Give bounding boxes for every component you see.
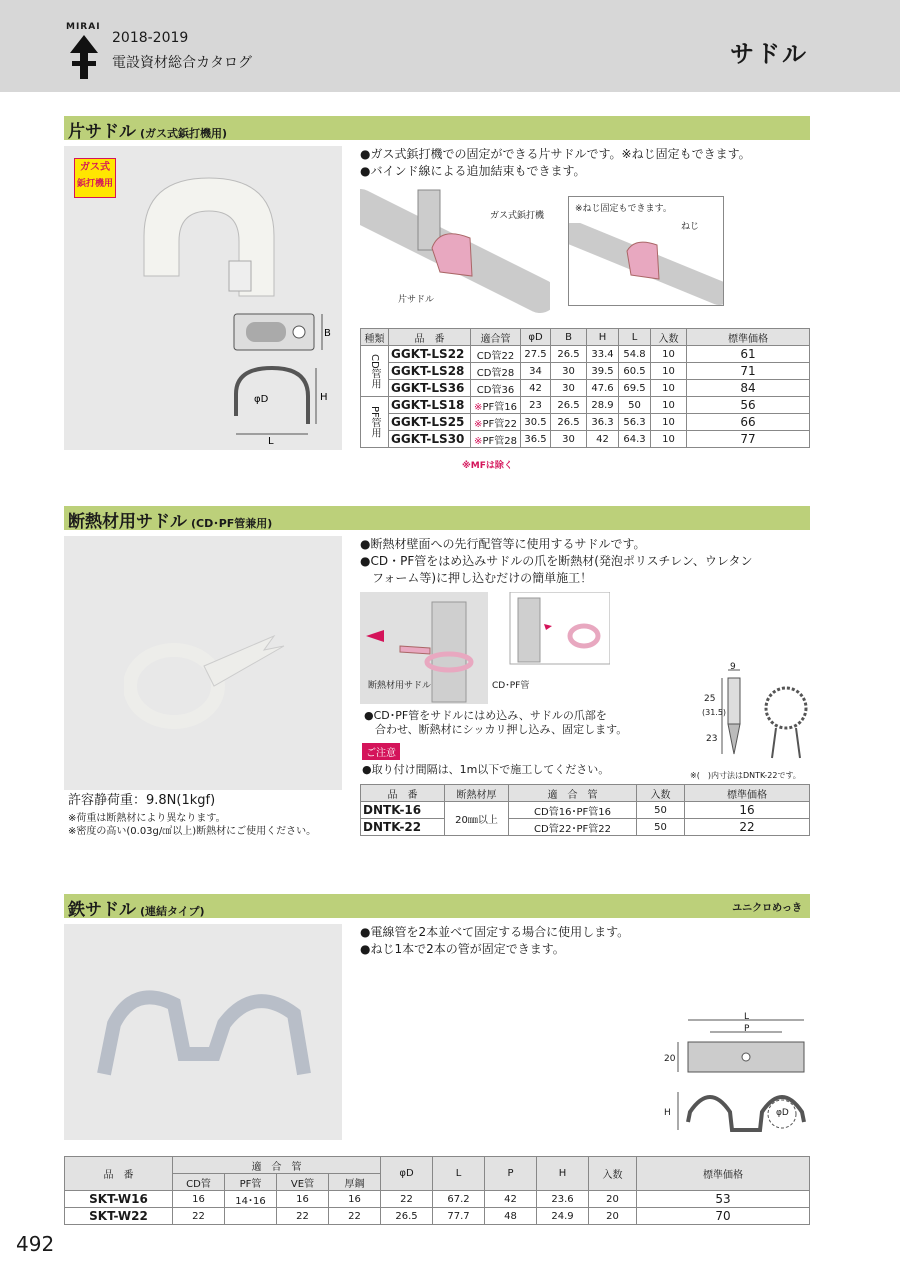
gas-gun-badge: ガス式 鋲打機用 — [74, 158, 116, 198]
table-row: PF管用 GGKT-LS18 ※PF管16 23 26.5 28.9 50 10 56 — [361, 397, 810, 414]
table-row: GGKT-LS36 CD管36 42 30 47.6 69.5 10 84 — [361, 380, 810, 397]
col-header: 適 合 管 — [173, 1157, 381, 1174]
sec1-note: ※MFは除く — [462, 461, 513, 471]
page-title: サドル — [730, 40, 808, 68]
dim-d: φD — [776, 1108, 789, 1118]
dim-25: 25 — [704, 694, 716, 704]
caution-text: ●取り付け間隔は、1m以下で施工してください。 — [362, 763, 610, 776]
section-bar-steel-saddle — [64, 894, 810, 918]
section-subtitle: (CD･PF管兼用) — [191, 517, 273, 530]
svg-text:L: L — [268, 436, 274, 446]
col-header: 入数 — [637, 785, 685, 802]
section-bar-insulation-saddle — [64, 506, 810, 530]
catalog-year: 2018-2019 — [112, 30, 189, 46]
brand-logo-text: MIRAI — [66, 22, 101, 32]
svg-text:H: H — [320, 392, 328, 403]
table-steel-saddle — [64, 1156, 810, 1225]
col-header: B — [551, 329, 587, 346]
dim-p: P — [744, 1024, 750, 1034]
product-photo-insulation-saddle — [64, 536, 342, 790]
col-header: 適合管 — [471, 329, 521, 346]
steel-saddle-icon — [94, 964, 314, 1104]
col-header: φD — [381, 1157, 433, 1191]
col-header: VE管 — [277, 1174, 329, 1191]
product-photo-steel-saddle — [64, 924, 342, 1140]
dim-23: 23 — [706, 734, 718, 744]
table-row: SKT-W16 16 14･16 16 16 22 67.2 42 23.6 20 53 — [65, 1191, 810, 1208]
svg-text:B: B — [324, 328, 331, 339]
dim-h: H — [664, 1108, 671, 1118]
table-row: GGKT-LS28 CD管28 34 30 39.5 60.5 10 71 — [361, 363, 810, 380]
col-header: 標準価格 — [637, 1157, 810, 1191]
col-header: H — [587, 329, 619, 346]
sec3-bullet-1: ●電線管を2本並べて固定する場合に使用します。 — [360, 925, 630, 939]
sec2-bullet-2: ●CD・PF管をはめ込みサドルの爪を断熱材(発泡ポリスチレン、ウレタン — [360, 554, 753, 568]
section-title: 鉄サドル — [68, 900, 136, 920]
col-header: 適 合 管 — [509, 785, 637, 802]
col-header: 入数 — [651, 329, 687, 346]
sec1-bullet-1: ●ガス式鋲打機での固定ができる片サドルです。※ねじ固定もできます。 — [360, 147, 751, 161]
load-note-1: ※荷重は断熱材により異なります。 — [68, 813, 226, 824]
col-header: CD管 — [173, 1174, 225, 1191]
page-number: 492 — [16, 1232, 55, 1256]
sec1-bullet-2: ●バインド線による追加結束もできます。 — [360, 164, 586, 178]
label-cd-pf-pipe: CD･PF管 — [492, 681, 530, 691]
insulation-saddle-icon — [124, 616, 294, 736]
page-header — [0, 0, 900, 92]
finish-label: ユニクロめっき — [732, 903, 802, 914]
col-header: 種類 — [361, 329, 389, 346]
svg-text:φD: φD — [254, 394, 269, 405]
col-header: L — [433, 1157, 485, 1191]
section-subtitle: (ガス式鋲打機用) — [140, 127, 228, 140]
section-title: 断熱材用サドル — [68, 512, 187, 532]
label-insulation-saddle: 断熱材用サドル — [368, 681, 432, 691]
table-row: CD管用 GGKT-LS22 CD管22 27.5 26.5 33.4 54.8 10 61 — [361, 346, 810, 363]
sec2-bullet-1: ●断熱材壁面への先行配管等に使用するサドルです。 — [360, 537, 646, 551]
install-instruction-1: ●CD･PF管をサドルにはめ込み、サドルの爪部を — [364, 709, 607, 722]
col-header: PF管 — [225, 1174, 277, 1191]
table-single-saddle — [360, 328, 810, 448]
label-single-saddle: 片サドル — [398, 295, 435, 305]
label-gas-gun: ガス式鋲打機 — [490, 211, 545, 221]
table-row: SKT-W22 22 22 22 26.5 77.7 48 24.9 20 70 — [65, 1208, 810, 1225]
sec3-bullet-2: ●ねじ1本で2本の管が固定できます。 — [360, 942, 565, 956]
steel-saddle-dimension-drawing — [664, 1012, 810, 1152]
saddle-dimension-drawing — [224, 306, 334, 446]
col-header: 品 番 — [389, 329, 471, 346]
table-row: GGKT-LS25 ※PF管22 30.5 26.5 36.3 56.3 10 66 — [361, 414, 810, 431]
col-header: L — [619, 329, 651, 346]
col-header: 品 番 — [361, 785, 445, 802]
col-header: 品 番 — [65, 1157, 173, 1191]
load-note-2: ※密度の高い(0.03g/㎤以上)断熱材にご使用ください。 — [68, 826, 317, 837]
col-header: 標準価格 — [685, 785, 810, 802]
dim-9: 9 — [730, 662, 736, 672]
group-label-cd: CD管用 — [361, 346, 389, 397]
load-rating: 許容静荷重：9.8N(1kgf) — [68, 793, 216, 808]
table-row: GGKT-LS30 ※PF管28 36.5 30 42 64.3 10 77 — [361, 431, 810, 448]
product-photo-single-saddle — [64, 146, 342, 450]
col-header: 厚鋼 — [329, 1174, 381, 1191]
col-header: 断熱材厚 — [445, 785, 509, 802]
table-row: DNTK-22 CD管22･PF管22 50 22 — [361, 819, 810, 836]
col-header: P — [485, 1157, 537, 1191]
dim-31-5: (31.5) — [702, 708, 727, 717]
dim-note: ※( )内寸法はDNTK-22です。 — [690, 771, 801, 780]
dim-l: L — [744, 1012, 750, 1022]
screw-fix-illustration: ※ねじ固定もできます。 ねじ — [568, 196, 724, 306]
brand-logo-icon — [66, 33, 102, 81]
saddle-product-icon — [124, 166, 294, 306]
sec2-bullet-3: フォーム等)に押し込むだけの簡単施工！ — [360, 571, 593, 585]
install-instruction-2: 合わせ、断熱材にシッカリ押し込み、固定します。 — [364, 723, 628, 736]
table-insulation-saddle — [360, 784, 810, 836]
catalog-name: 電設資材総合カタログ — [112, 55, 252, 71]
col-header: H — [537, 1157, 589, 1191]
gas-gun-install-illustration — [360, 186, 550, 314]
dim-20: 20 — [664, 1054, 676, 1064]
caution-badge: ご注意 — [362, 743, 400, 760]
col-header: φD — [521, 329, 551, 346]
section-bar-single-saddle — [64, 116, 810, 140]
section-title: 片サドル — [68, 122, 136, 142]
col-header: 標準価格 — [687, 329, 810, 346]
group-label-pf: PF管用 — [361, 397, 389, 448]
table-row: DNTK-16 20㎜以上 CD管16･PF管16 50 16 — [361, 802, 810, 819]
col-header: 入数 — [589, 1157, 637, 1191]
section-subtitle: (連結タイプ) — [140, 905, 205, 918]
